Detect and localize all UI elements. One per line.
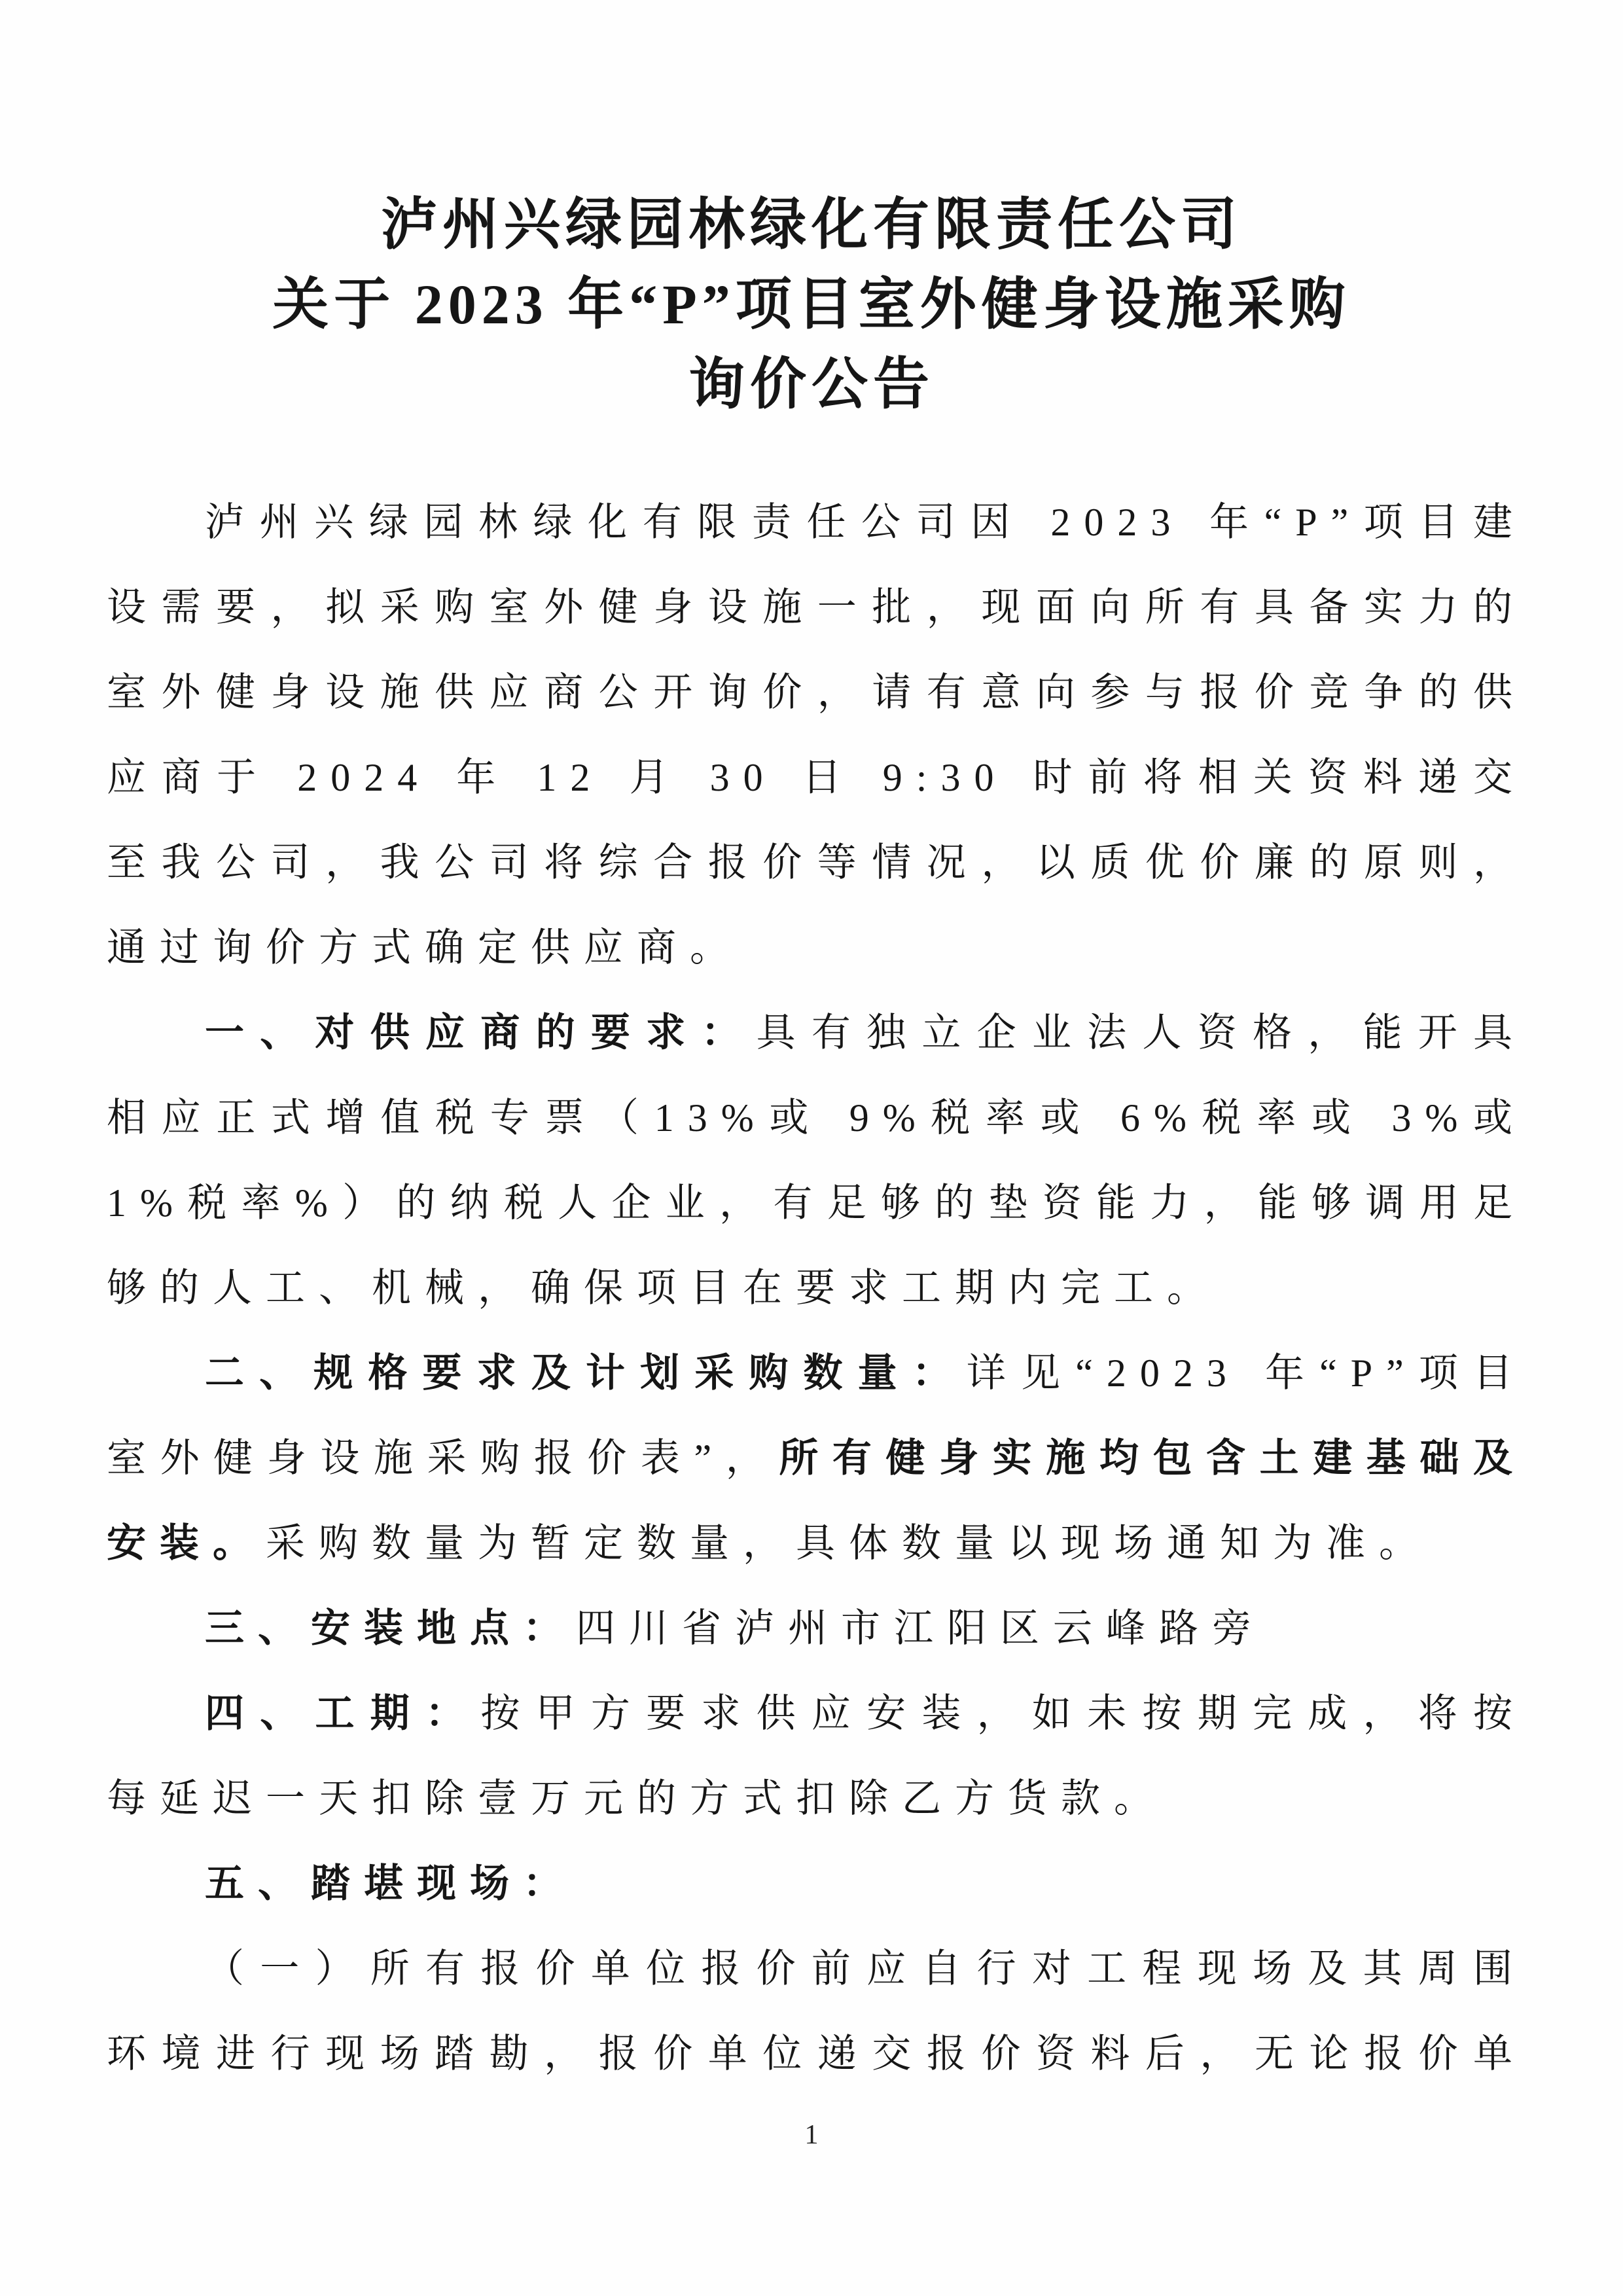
text-segment: 四川省泸州市江阳区云峰路旁: [576, 1607, 1265, 1650]
section-heading-3: 三、安装地点：: [205, 1607, 576, 1650]
section-heading-5: 五、踏堪现场：: [205, 1862, 576, 1905]
paragraph-construction-period: [107, 1671, 1526, 1841]
section-heading-2: 二、规格要求及计划采购数量：: [205, 1352, 967, 1395]
paragraph-supplier-requirements: [107, 990, 1526, 1331]
paragraph-intro: [107, 480, 1526, 990]
title-line-3: 询价公告: [688, 353, 935, 416]
text-segment: （一）所有报价单位报价前应自行对工程现场及其周围环境进行现场踏勘，报价单位递交报价资料后，无论报价单: [107, 1947, 1526, 2075]
document-body: [107, 480, 1526, 2096]
document-title: [0, 0, 1623, 424]
section-heading-4: 四、工期：: [205, 1692, 481, 1735]
title-line-1: 泸州兴绿园林绿化有限责任公司: [381, 193, 1242, 256]
emphasis-segment: 所有健身实施均包含土建基础及安装。: [107, 1437, 1526, 1565]
text-segment: 详见“2023 年“P”项目室外健身设施采购报价表”，: [107, 1352, 1527, 1480]
title-line-2: 关于 2023 年“P”项目室外健身设施采购: [272, 273, 1351, 336]
paragraph-install-location: [107, 1586, 1526, 1671]
paragraph-site-visit-heading: [107, 1841, 1526, 1926]
paragraph-site-visit-item-1: [107, 1926, 1526, 2096]
text-segment: 采购数量为暂定数量，具体数量以现场通知为准。: [266, 1522, 1432, 1565]
text-segment: 具有独立企业法人资格，能开具相应正式增值税专票（13%或 9%税率或 6%税率或 3%或 1%税率%）的纳税人企业，有足够的垫资能力，能够调用足够的人工、机械，确保项目在要求工期内完工。: [107, 1011, 1526, 1310]
page-number: 1: [804, 2120, 819, 2150]
paragraph-specs-and-quantity: [107, 1331, 1526, 1586]
text-segment: 按甲方要求供应安装，如未按期完成，将按每延迟一天扣除壹万元的方式扣除乙方货款。: [107, 1692, 1527, 1820]
section-heading-1: 一、对供应商的要求：: [205, 1011, 757, 1054]
text-segment: 泸州兴绿园林绿化有限责任公司因 2023 年“P”项目建设需要，拟采购室外健身设施一批，现面向所有具备实力的室外健身设施供应商公开询价，请有意向参与报价竞争的供应商于 2024 年 12 月 30 日 9:30 时前将相关资料递交至我公司，我公司将综合报价等情况，以质优价廉的原则，通过询价方式确定供应商。: [107, 501, 1526, 969]
